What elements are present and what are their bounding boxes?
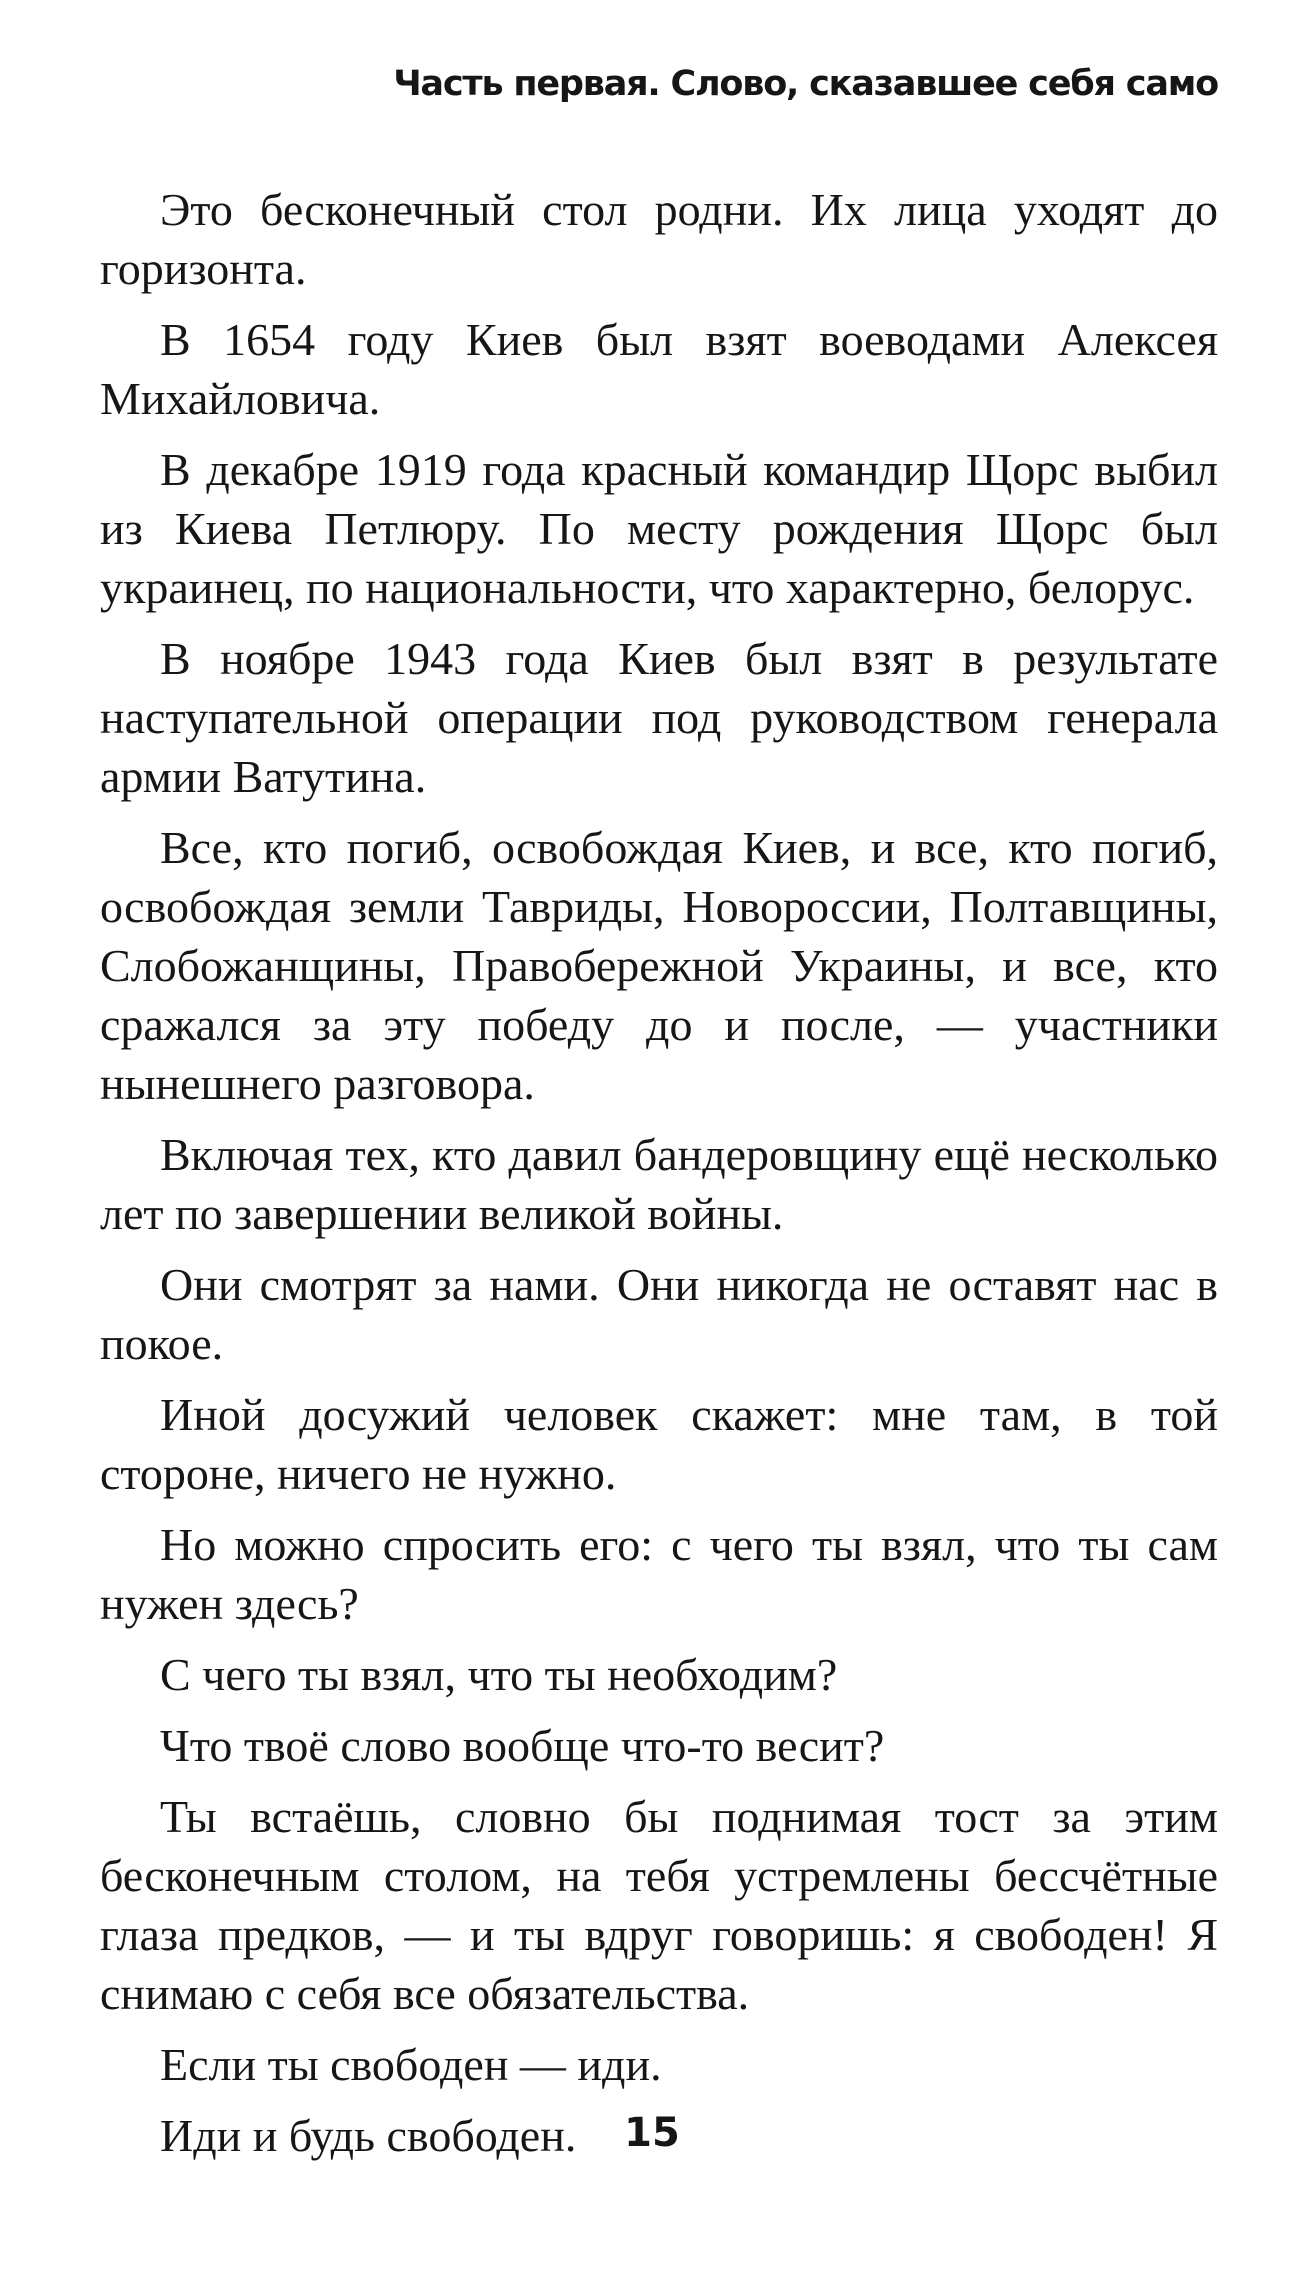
paragraph: Если ты свободен — иди. bbox=[160, 2039, 662, 2090]
body-text bbox=[100, 180, 1218, 2177]
paragraph: Они смотрят за нами. Они никогда не оставят нас в покое. bbox=[100, 1259, 1218, 1369]
paragraph: Но можно спросить его: с чего ты взял, что ты сам нужен здесь? bbox=[100, 1519, 1218, 1629]
paragraph: В 1654 году Киев был взят воеводами Алексея Михайловича. bbox=[100, 314, 1218, 424]
paragraph: Что твоё слово вообще что-то весит? bbox=[160, 1720, 885, 1771]
paragraph: Все, кто погиб, освобождая Киев, и все, кто погиб, освобождая земли Тавриды, Новороссии, Полтавщины, Слобожанщины, Правобережной Украины, и все, кто сражался за эту победу до и после, — участники нынешнего разговора. bbox=[100, 822, 1218, 1109]
paragraph: Иди и будь свободен. bbox=[160, 2110, 577, 2161]
paragraph: Это бесконечный стол родни. Их лица уходят до горизонта. bbox=[100, 184, 1218, 294]
paragraph: В ноябре 1943 года Киев был взят в результате наступательной операции под руководством генерала армии Ватутина. bbox=[100, 633, 1218, 802]
paragraph: Включая тех, кто давил бандеровщину ещё несколько лет по завершении великой войны. bbox=[100, 1129, 1218, 1239]
paragraph: С чего ты взял, что ты необходим? bbox=[160, 1649, 838, 1700]
paragraph: Иной досужий человек скажет: мне там, в той стороне, ничего не нужно. bbox=[100, 1389, 1218, 1499]
paragraph: В декабре 1919 года красный командир Щорс выбил из Киева Петлюру. По месту рождения Щорс был украинец, по национальности, что характерно, белорус. bbox=[100, 444, 1218, 613]
paragraph: Ты встаёшь, словно бы поднимая тост за этим бесконечным столом, на тебя устремлены бессчётные глаза предков, — и ты вдруг говоришь: я свободен! Я снимаю с себя все обязательства. bbox=[100, 1791, 1218, 2019]
page-number: 15 bbox=[624, 2110, 680, 2156]
running-head: Часть первая. Слово, сказавшее себя само bbox=[393, 64, 1218, 104]
